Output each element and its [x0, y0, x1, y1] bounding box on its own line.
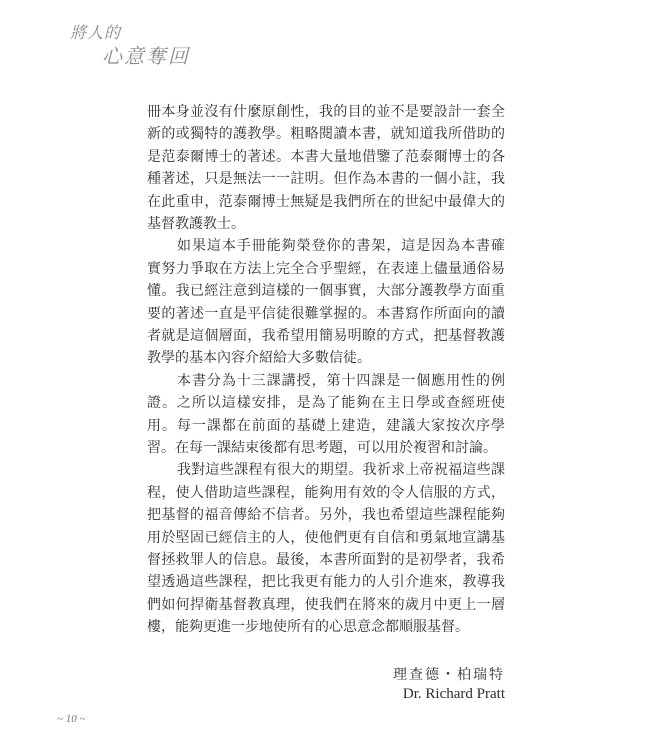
paragraph-line: 種著述，只是無法一一註明。但作為本書的一個小註，我: [147, 171, 505, 188]
paragraph-line: 如果這本手冊能夠榮登你的書架，這是因為本書確: [177, 238, 505, 255]
paragraph-line: 證。之所以這樣安排，是為了能夠在主日學或查經班使: [147, 395, 505, 412]
paragraph-line: 用於堅固已經信主的人，使他們更有自信和勇氣地宣講基: [147, 529, 505, 546]
paragraph-line: 督拯救罪人的信息。最後，本書所面對的是初學者，我希: [147, 552, 505, 568]
paragraph-line: 實努力爭取在方法上完全合乎聖經，在表達上儘量通俗易: [147, 260, 505, 277]
book-title-part1: 將人的: [70, 23, 122, 42]
paragraph-line: 教學的基本內容介紹給大多數信徒。: [147, 350, 371, 367]
paragraph-line: 習。在每一課結束後都有思考題，可以用於複習和討論。: [147, 440, 497, 456]
paragraph-line: 新的或獨特的護教學。粗略閱讀本書，就知道我所借助的: [147, 126, 505, 143]
paragraph-line: 們如何捍衛基督教真理，使我們在將來的歲月中更上一層: [147, 596, 505, 613]
paragraph-line: 基督教護教士。: [147, 216, 245, 232]
author-name-english: Dr. Richard Pratt: [402, 686, 505, 702]
paragraph-line: 把基督的福音傳給不信者。另外，我也希望這些課程能夠: [147, 507, 505, 524]
paragraph-line: 要的著述一直是平信徒很難掌握的。本書寫作所面向的讀: [147, 305, 505, 322]
book-title-part2: 心意奪回: [102, 44, 190, 68]
paragraph-line: 冊本身並沒有什麼原創性，我的目的並不是要設計一套全: [147, 104, 505, 120]
paragraph-line: 本書分為十三課講授，第十四課是一個應用性的例: [177, 372, 505, 389]
paragraph-line: 懂。我已經注意到這樣的一個事實，大部分護教學方面重: [147, 283, 505, 300]
paragraph-line: 我對這些課程有很大的期望。我祈求上帝祝福這些課: [177, 462, 505, 479]
paragraph-line: 是范泰爾博士的著述。本書大量地借鑒了范泰爾博士的各: [147, 148, 505, 165]
paragraph-line: 樓，能夠更進一步地使所有的心思意念都順服基督。: [147, 619, 469, 636]
author-name-chinese: 理查德・柏瑞特: [393, 667, 505, 683]
paragraph-line: 程，使人借助這些課程，能夠用有效的令人信服的方式，: [147, 484, 505, 501]
paragraph-line: 者就是這個層面，我希望用簡易明瞭的方式，把基督教護: [147, 328, 505, 344]
page-number: ~ 10 ~: [57, 713, 86, 725]
paragraph-line: 用。每一課都在前面的基礎上建造，建議大家按次序學: [147, 417, 505, 434]
paragraph-line: 望透過這些課程，把比我更有能力的人引介進來，教導我: [147, 574, 505, 591]
paragraph-line: 在此重申，范泰爾博士無疑是我們所在的世紀中最偉大的: [147, 193, 505, 210]
